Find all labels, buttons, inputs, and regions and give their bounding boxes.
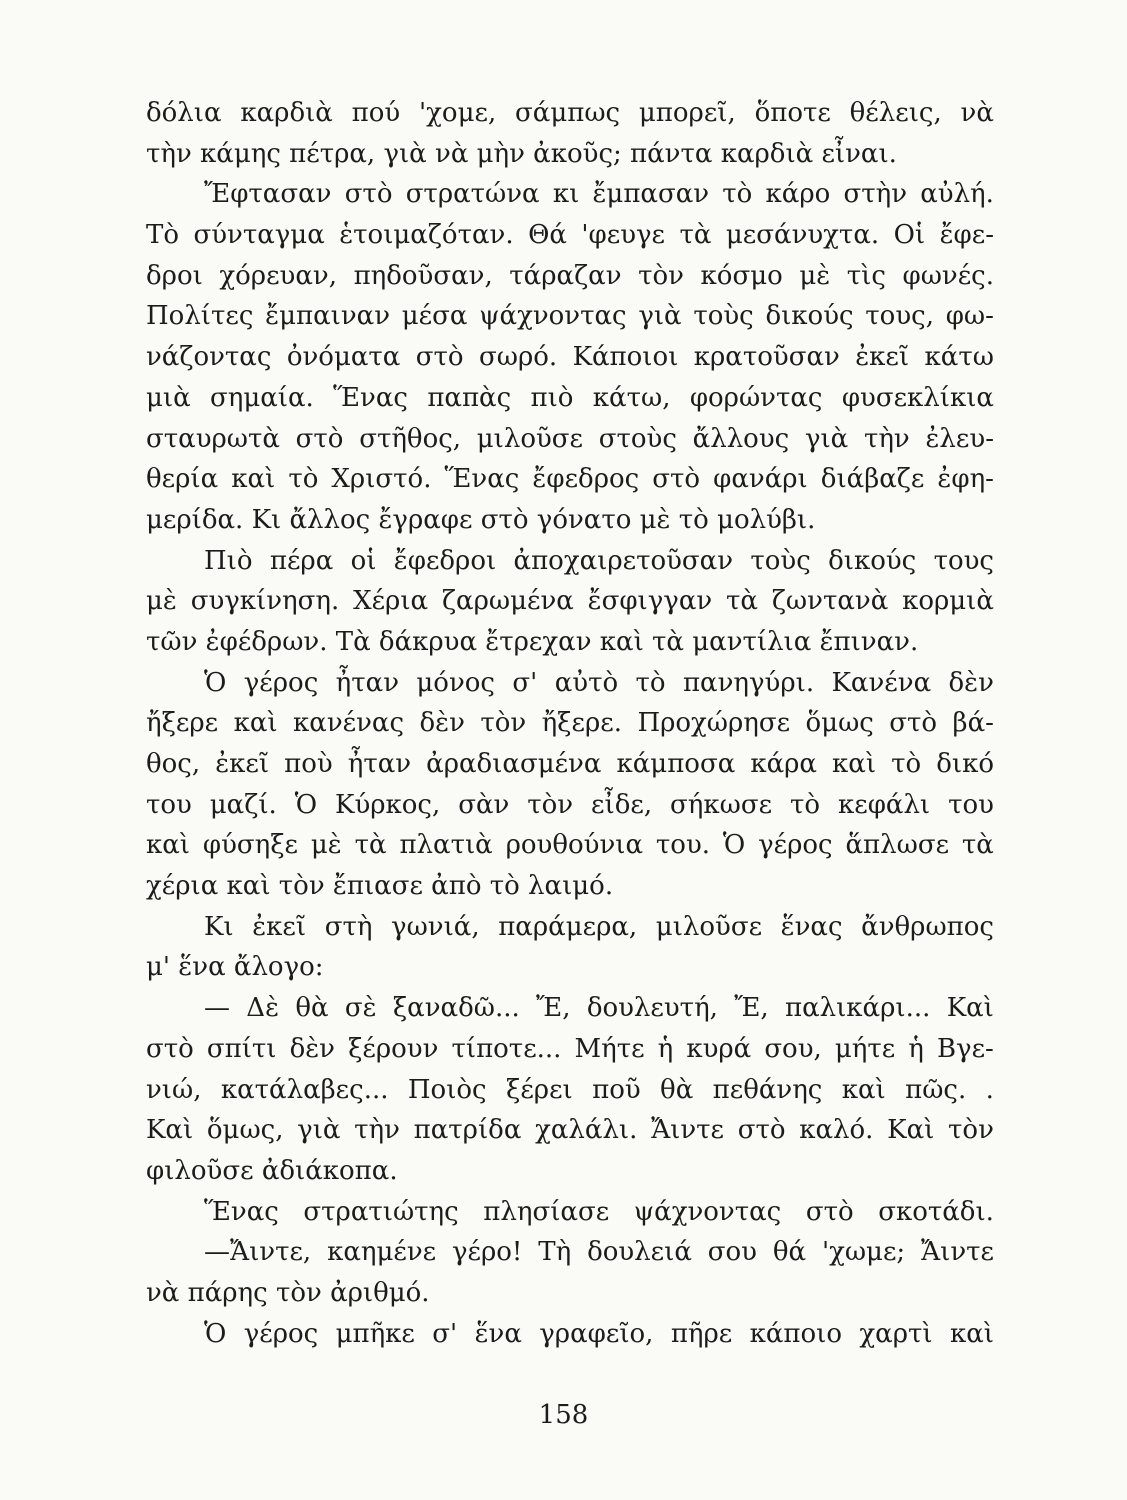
text-line: νιώ, κατάλαβες... Ποιὸς ξέρει ποῦ θὰ πεθάνης καὶ πῶς. . — [146, 1074, 994, 1105]
text-line: — Δὲ θὰ σὲ ξαναδῶ... Ἔ, δουλευτή, Ἔ, παλικάρι... Καὶ — [204, 993, 994, 1024]
text-line: Ἕνας στρατιώτης πλησίασε ψάχνοντας στὸ σκοτάδι. — [204, 1196, 994, 1227]
text-line: σταυρωτὰ στὸ στῆθος, μιλοῦσε στοὺς ἄλλους γιὰ τὴν ἐλευ- — [146, 423, 994, 454]
text-line: τῶν ἐφέδρων. Τὰ δάκρυα ἔτρεχαν καὶ τὰ μαντίλια ἔπιναν. — [146, 626, 919, 657]
text-line: δόλια καρδιὰ πού 'χομε, σάμπως μπορεῖ, ὅποτε θέλεις, νὰ — [146, 98, 994, 128]
text-line: νὰ πάρης τὸν ἀριθμό. — [146, 1277, 430, 1308]
text-line: Καὶ ὅμως, γιὰ τὴν πατρίδα χαλάλι. Ἄιντε στὸ καλό. Καὶ τὸν — [146, 1115, 994, 1146]
text-line: τὴν κάμης πέτρα, γιὰ νὰ μὴν ἀκοῦς; πάντα καρδιὰ εἶναι. — [146, 138, 897, 169]
text-line: ἤξερε καὶ κανένας δὲν τὸν ἤξερε. Προχώρησε ὅμως στὸ βά- — [146, 708, 994, 739]
text-line: μὲ συγκίνηση. Χέρια ζαρωμένα ἔσφιγγαν τὰ ζωντανὰ κορμιὰ — [146, 586, 994, 617]
text-line: μιὰ σημαία. Ἕνας παπὰς πιὸ κάτω, φορώντας φυσεκλίκια — [146, 382, 994, 413]
text-line: καὶ φύσηξε μὲ τὰ πλατιὰ ρουθούνια του. Ὁ γέρος ἅπλωσε τὰ — [146, 830, 994, 861]
text-line: φιλοῦσε ἀδιάκοπα. — [146, 1155, 398, 1186]
text-line: Ὁ γέρος μπῆκε σ' ἕνα γραφεῖο, πῆρε κάποιο χαρτὶ καὶ — [204, 1318, 994, 1349]
text-line: Ὁ γέρος ἦταν μόνος σ' αὐτὸ τὸ πανηγύρι. Κανένα δὲν — [204, 667, 994, 698]
text-line: Πολίτες ἔμπαιναν μέσα ψάχνοντας γιὰ τοὺς δικούς τους, φω- — [146, 301, 994, 332]
page-number: 158 — [538, 1400, 589, 1430]
text-line: του μαζί. Ὁ Κύρκος, σὰν τὸν εἶδε, σήκωσε τὸ κεφάλι του — [146, 789, 994, 820]
text-line: Κι ἐκεῖ στὴ γωνιά, παράμερα, μιλοῦσε ἕνας ἄνθρωπος — [204, 911, 994, 942]
text-line: Ἔφτασαν στὸ στρατώνα κι ἔμπασαν τὸ κάρο στὴν αὐλή. — [204, 179, 994, 210]
text-line: χέρια καὶ τὸν ἔπιασε ἀπὸ τὸ λαιμό. — [146, 871, 614, 902]
text-line: μερίδα. Κι ἄλλος ἔγραφε στὸ γόνατο μὲ τὸ μολύβι. — [146, 504, 816, 535]
text-line: δροι χόρευαν, πηδοῦσαν, τάραζαν τὸν κόσμο μὲ τὶς φωνές. — [146, 260, 994, 291]
text-line: Τὸ σύνταγμα ἑτοιμαζόταν. Θά 'φευγε τὰ μεσάνυχτα. Οἱ ἔφε- — [146, 220, 994, 251]
text-line: Πιὸ πέρα οἱ ἔφεδροι ἀποχαιρετοῦσαν τοὺς δικούς τους — [204, 545, 994, 576]
text-line: θερία καὶ τὸ Χριστό. Ἕνας ἔφεδρος στὸ φανάρι διάβαζε ἐφη- — [146, 464, 994, 495]
text-line: μ' ἕνα ἄλογο: — [146, 952, 324, 983]
text-line: —Ἄιντε, καημένε γέρο! Τὴ δουλειά σου θά 'χωμε; Ἄιντε — [204, 1237, 994, 1268]
text-line: στὸ σπίτι δὲν ξέρουν τίποτε... Μήτε ἡ κυρά σου, μήτε ἡ Βγε- — [146, 1033, 994, 1064]
text-line: νάζοντας ὀνόματα στὸ σωρό. Κάποιοι κρατοῦσαν ἐκεῖ κάτω — [146, 342, 994, 373]
body-text — [146, 93, 994, 1354]
text-line: θος, ἐκεῖ ποὺ ἦταν ἀραδιασμένα κάμποσα κάρα καὶ τὸ δικό — [146, 749, 994, 779]
